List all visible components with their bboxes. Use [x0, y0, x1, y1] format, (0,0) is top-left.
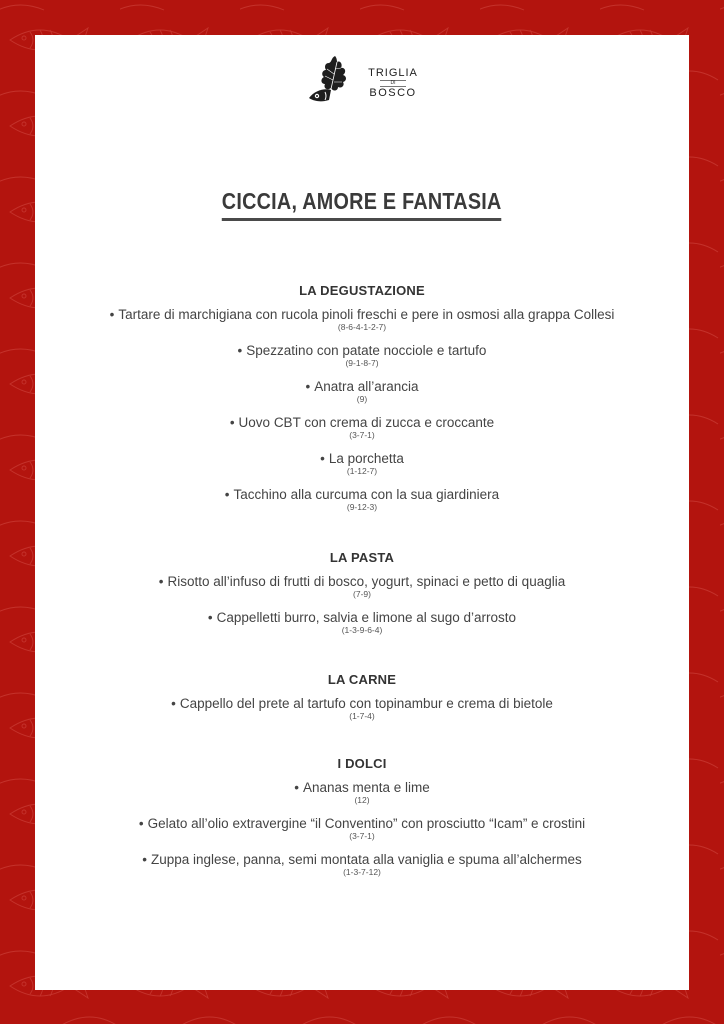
dish-name: • Cappello del prete al tartufo con topinambur e crema di bietole: [171, 696, 553, 711]
oak-leaf-fish-icon: [305, 52, 361, 108]
allergen-codes: (7-9): [353, 589, 371, 599]
allergen-codes: (9-1-8-7): [345, 358, 379, 368]
dish-name: • Ananas menta e lime: [294, 780, 430, 795]
menu-item: [35, 696, 689, 721]
section-heading: LA DEGUSTAZIONE: [299, 283, 425, 298]
dish-name: • Tartare di marchigiana con rucola pinoli freschi e pere in osmosi alla grappa Collesi: [109, 307, 615, 322]
section-dolci: [35, 756, 689, 877]
menu-title-text: CICCIA, AMORE E FANTASIA: [222, 188, 502, 221]
menu-item: [35, 379, 689, 404]
allergen-codes: (9-12-3): [346, 502, 378, 512]
dish-name: • Spezzatino con patate nocciole e tartufo: [237, 343, 487, 358]
allergen-codes: (12): [354, 795, 370, 805]
dish-name: • Gelato all’olio extravergine “il Conventino” con prosciutto “Icam” e crostini: [138, 816, 586, 831]
allergen-codes: (1-3-7-12): [343, 867, 381, 877]
dish-name: • Zuppa inglese, panna, semi montata alla vaniglia e spuma all’alchermes: [142, 852, 582, 867]
menu-item: [35, 780, 689, 805]
section-heading: LA PASTA: [329, 550, 395, 565]
menu-item: [35, 415, 689, 440]
dish-name: • Anatra all’arancia: [305, 379, 419, 394]
menu-item: [35, 451, 689, 476]
section-carne: [35, 672, 689, 721]
menu-item: [35, 307, 689, 332]
logo-wordmark: [363, 68, 423, 99]
menu-item: [35, 574, 689, 599]
allergen-codes: (8-6-4-1-2-7): [337, 322, 387, 332]
allergen-codes: (1-7-4): [349, 711, 375, 721]
section-pasta: [35, 550, 689, 635]
allergen-codes: (9): [356, 394, 368, 404]
allergen-codes: (1-3-9-6-4): [341, 625, 383, 635]
allergen-codes: (3-7-1): [349, 831, 375, 841]
menu-item: [35, 343, 689, 368]
menu-title: [35, 188, 689, 221]
dish-name: • Uovo CBT con crema di zucca e croccante: [229, 415, 495, 430]
allergen-codes: (3-7-1): [349, 430, 375, 440]
allergen-codes: (1-12-7): [346, 466, 378, 476]
menu-item: [35, 852, 689, 877]
menu-item: [35, 816, 689, 841]
section-heading: I DOLCI: [337, 756, 387, 771]
dish-name: • Cappelletti burro, salvia e limone al sugo d’arrosto: [207, 610, 517, 625]
menu-item: [35, 487, 689, 512]
section-degustazione: [35, 283, 689, 512]
menu-item: [35, 610, 689, 635]
dish-name: • Risotto all’infuso di frutti di bosco, yogurt, spinaci e petto di quaglia: [158, 574, 566, 589]
logo-line-2: DI: [380, 80, 406, 87]
dish-name: • La porchetta: [320, 451, 404, 466]
logo-line-3: BOSCO: [369, 87, 417, 99]
logo: [305, 52, 425, 108]
menu-sheet: [35, 35, 689, 990]
logo-line-1: TRIGLIA: [368, 67, 418, 79]
dish-name: • Tacchino alla curcuma con la sua giardiniera: [224, 487, 500, 502]
section-heading: LA CARNE: [327, 672, 397, 687]
